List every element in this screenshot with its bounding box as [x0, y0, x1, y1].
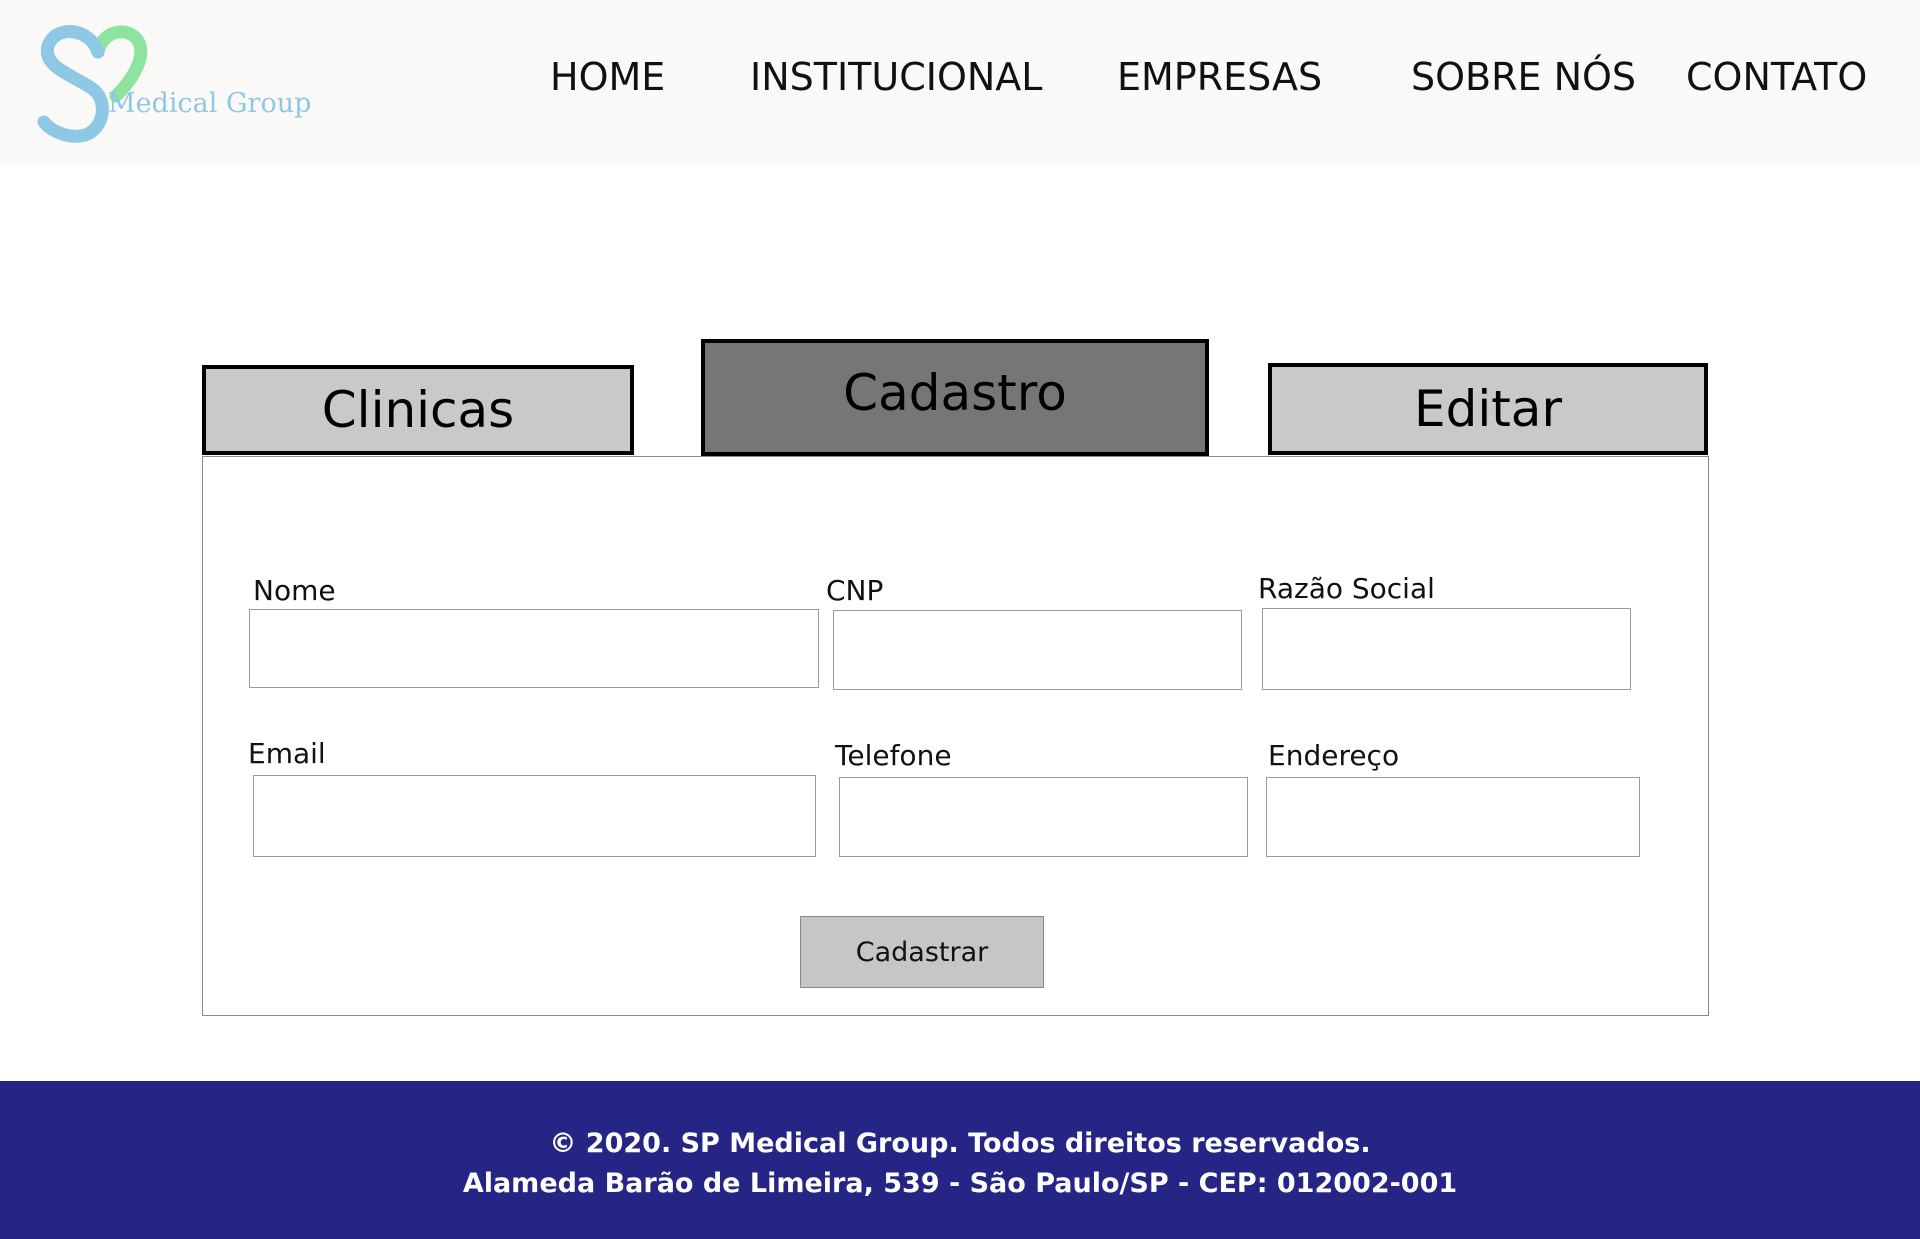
- razao-social-label: Razão Social: [1258, 572, 1435, 605]
- nav-empresas[interactable]: EMPRESAS: [1117, 55, 1323, 99]
- tab-clinicas-label: Clinicas: [321, 381, 515, 439]
- cnp-label: CNP: [826, 574, 884, 607]
- nav-sobre-nos[interactable]: SOBRE NÓS: [1411, 55, 1637, 99]
- heart-s-logo-icon: [36, 18, 156, 148]
- cadastrar-button[interactable]: Cadastrar: [800, 916, 1044, 988]
- nome-label: Nome: [253, 574, 336, 607]
- telefone-input[interactable]: [839, 777, 1248, 857]
- endereco-input[interactable]: [1266, 777, 1640, 857]
- tab-editar-label: Editar: [1413, 380, 1563, 438]
- tab-clinicas[interactable]: [202, 365, 634, 455]
- nav-home[interactable]: HOME: [550, 55, 666, 99]
- tab-cadastro[interactable]: [701, 339, 1209, 456]
- footer-copyright: © 2020. SP Medical Group. Todos direitos reservados.: [549, 1128, 1371, 1159]
- tab-editar[interactable]: [1268, 363, 1708, 455]
- telefone-label: Telefone: [835, 739, 952, 772]
- nav-contato[interactable]: CONTATO: [1686, 55, 1868, 99]
- logo[interactable]: [36, 18, 312, 148]
- email-input[interactable]: [253, 775, 816, 857]
- site-header: [0, 0, 1920, 165]
- nome-input[interactable]: [249, 609, 819, 688]
- cnp-input[interactable]: [833, 610, 1242, 690]
- email-label: Email: [248, 737, 326, 770]
- razao-social-input[interactable]: [1262, 608, 1631, 690]
- logo-text: Medical Group: [108, 88, 312, 119]
- site-footer: [0, 1081, 1920, 1239]
- tab-cadastro-label: Cadastro: [843, 363, 1067, 422]
- endereco-label: Endereço: [1268, 739, 1400, 772]
- nav-institucional[interactable]: INSTITUCIONAL: [750, 55, 1043, 99]
- footer-address: Alameda Barão de Limeira, 539 - São Paulo/SP - CEP: 012002-001: [462, 1168, 1458, 1199]
